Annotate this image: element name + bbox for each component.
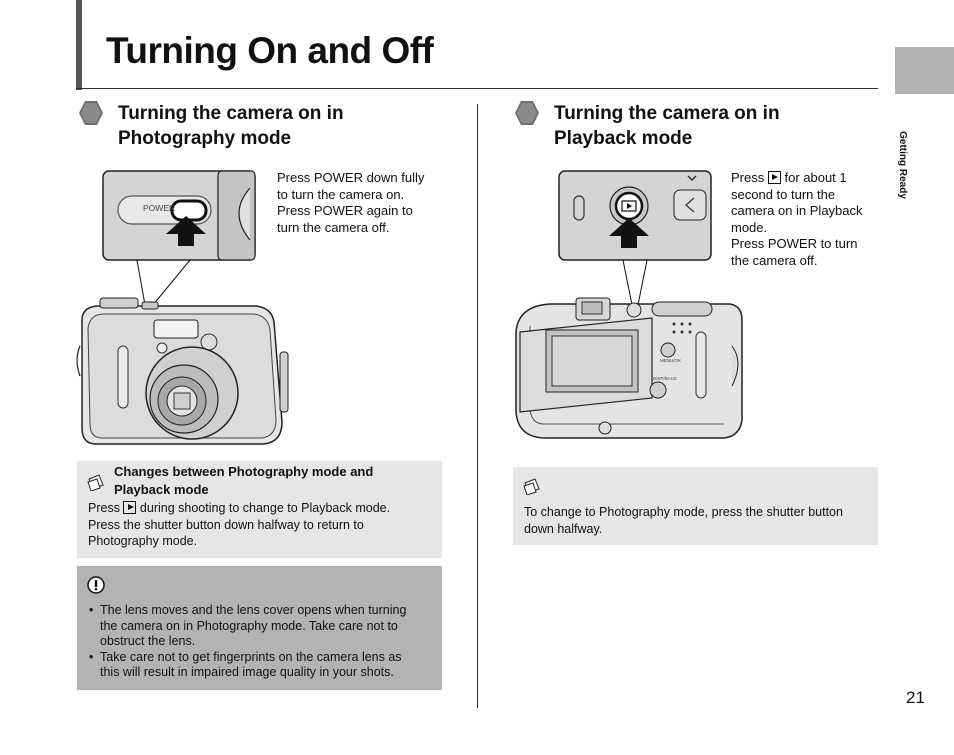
tip-title-line: Playback mode — [114, 482, 209, 497]
playback-button-icon — [123, 501, 136, 514]
heading-line: Turning the camera on in — [554, 103, 780, 124]
tip-text-part: Press — [88, 501, 120, 515]
tip-box-mode-change — [77, 461, 442, 558]
title-rule — [76, 88, 878, 89]
hexagon-bullet-icon — [78, 100, 104, 126]
tip-line: down halfway. — [524, 521, 603, 536]
tip-line: To change to Photography mode, press the shutter button — [524, 505, 843, 519]
playback-instructions — [731, 170, 863, 269]
caution-line: • The lens moves and the lens cover opens when turning — [100, 603, 407, 617]
tip-text-part: during shooting to change to Playback mode. — [139, 501, 391, 515]
heading-line: Playback mode — [554, 128, 693, 149]
disp-back-label: DISP/BACK — [653, 376, 678, 381]
section-heading-playback — [554, 101, 780, 151]
memo-note-icon — [87, 473, 105, 491]
page-number: 21 — [906, 688, 925, 707]
tip-title — [114, 463, 373, 499]
column-divider — [477, 104, 478, 708]
instruction-line: Press POWER to turn — [731, 236, 858, 251]
tip-text — [88, 500, 438, 550]
power-label: POWER — [143, 203, 176, 213]
caution-line: this will result in impaired image quality in your shots. — [100, 665, 394, 679]
caution-line: the camera on in Photography mode. Take care not to — [100, 618, 398, 633]
caution-item — [100, 650, 445, 681]
menu-ok-label: MENU/OK — [660, 358, 682, 363]
playback-button-icon — [768, 171, 781, 184]
section-tab-label: Getting Ready — [897, 131, 909, 199]
page-title: Turning On and Off — [106, 30, 434, 71]
instruction-line — [731, 170, 863, 187]
instruction-line: camera on in Playback — [731, 203, 863, 218]
photography-instructions — [277, 170, 424, 236]
hexagon-bullet-icon — [514, 100, 540, 126]
instruction-line: mode. — [731, 219, 768, 235]
instruction-part: Press — [731, 170, 765, 185]
memo-note-icon — [523, 477, 541, 495]
title-accent-bar — [76, 0, 82, 90]
tip-line: Photography mode. — [88, 534, 198, 548]
camera-back-illustration — [510, 296, 745, 441]
section-heading-photography — [118, 101, 344, 151]
instruction-line: Press POWER again to — [277, 203, 413, 218]
heading-line: Turning the camera on in — [118, 103, 344, 124]
section-tab — [895, 47, 954, 94]
caution-line: • Take care not to get fingerprints on the camera lens as — [100, 649, 402, 664]
caution-exclamation-icon — [87, 576, 105, 594]
instruction-line: second to turn the — [731, 186, 836, 202]
instruction-line: the camera off. — [731, 252, 818, 268]
playback-button-closeup-illustration — [556, 168, 716, 264]
heading-line: Photography mode — [118, 128, 292, 149]
instruction-part: for about 1 — [784, 170, 847, 185]
power-button-closeup-illustration — [100, 168, 260, 264]
instruction-line: turn the camera off. — [277, 219, 390, 235]
tip-box-return-photography — [513, 467, 878, 545]
caution-box — [77, 566, 442, 690]
tip-title-line: Changes between Photography mode and — [114, 464, 374, 479]
instruction-line: to turn the camera on. — [277, 186, 405, 202]
tip-line — [88, 500, 438, 517]
tip-line: Press the shutter button down halfway to return to — [88, 517, 364, 532]
tip-text — [524, 504, 874, 537]
camera-front-illustration — [76, 296, 291, 454]
caution-list — [88, 603, 445, 681]
caution-item — [100, 603, 445, 650]
instruction-line: Press POWER down fully — [277, 170, 425, 185]
caution-line: obstruct the lens. — [100, 634, 196, 648]
